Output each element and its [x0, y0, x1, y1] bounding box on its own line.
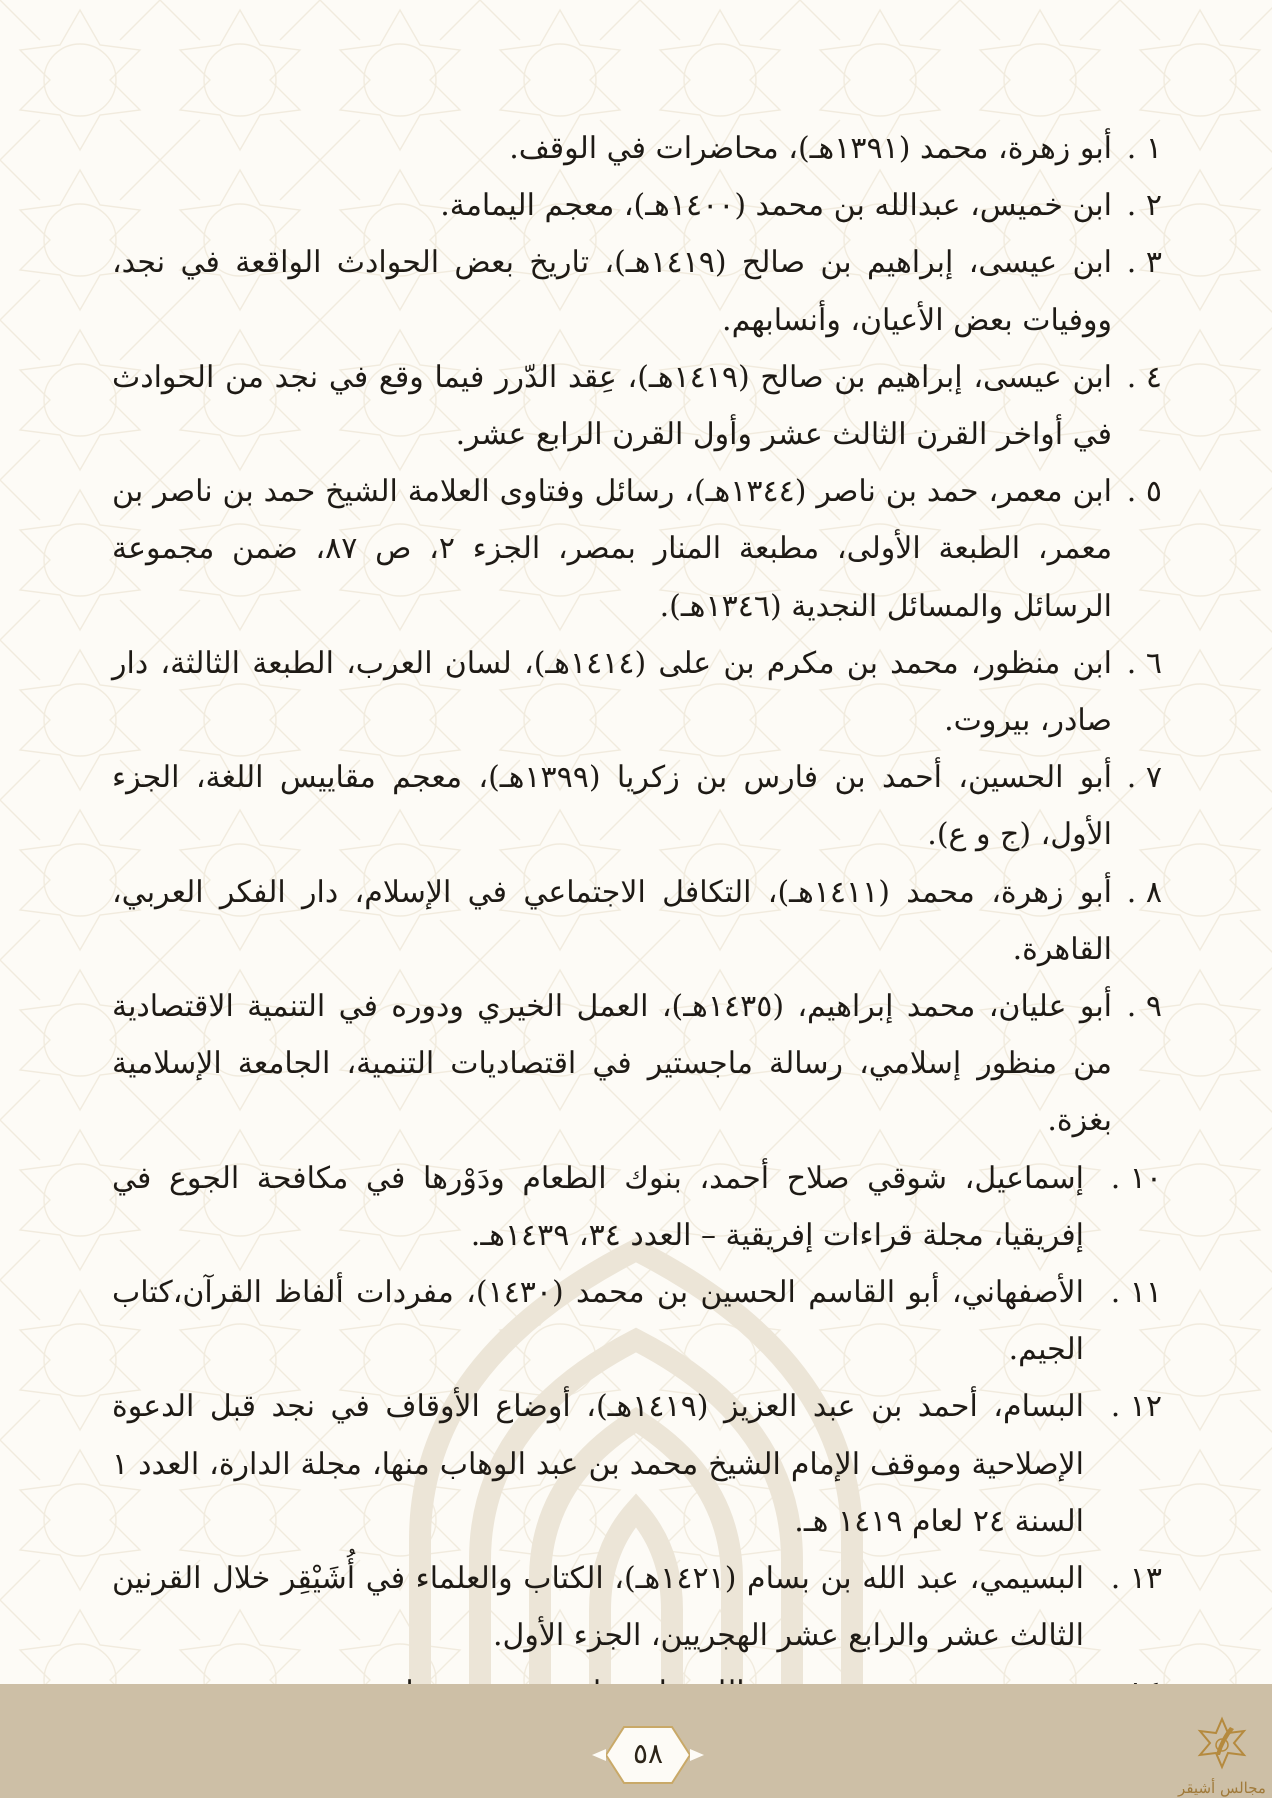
- reference-text: البسام، أحمد بن عبد العزيز (١٤١٩هـ)، أوضاع الأوقاف في نجد قبل الدعوة الإصلاحية وموقف الإمام الشيخ محمد بن عبد الوهاب منها، مجلة الدارة، العدد ١ السنة ٢٤ لعام ١٤١٩ هـ.: [112, 1389, 1084, 1539]
- reference-text: ابن معمر، حمد بن ناصر (١٣٤٤هـ)، رسائل وفتاوى العلامة الشيخ حمد بن ناصر بن معمر، الطبعة الأولى، مطبعة المنار بمصر، الجزء ٢، ص ٨٧، ضمن مجموعة الرسائل والمسائل النجدية (١٣٤٦هـ).: [112, 474, 1113, 624]
- reference-number: ٥ .: [1126, 474, 1162, 510]
- reference-text: الأصفهاني، أبو القاسم الحسين بن محمد (١٤٣٠)، مفردات ألفاظ القرآن،كتاب الجيم.: [112, 1275, 1084, 1368]
- reference-text: أبو زهرة، محمد (١٣٩١هـ)، محاضرات في الوقف.: [509, 131, 1112, 166]
- reference-item: [112, 635, 1162, 749]
- reference-item: [112, 749, 1162, 863]
- reference-text: إسماعيل، شوقي صلاح أحمد، بنوك الطعام ودَوْرها في مكافحة الجوع في إفريقيا، مجلة قراءات إفريقية – العدد ٣٤، ١٤٣٩هـ.: [112, 1160, 1084, 1253]
- reference-text: أبو زهرة، محمد (١٤١١هـ)، التكافل الاجتماعي في الإسلام، دار الفكر العربي، القاهرة.: [112, 874, 1112, 967]
- reference-item: [112, 1550, 1162, 1664]
- reference-text: أبو عليان، محمد إبراهيم، (١٤٣٥هـ)، العمل الخيري ودوره في التنمية الاقتصادية من منظور إسلامي، رسالة ماجستير في اقتصاديات التنمية، الجامعة الإسلامية بغزة.: [112, 989, 1113, 1139]
- reference-number: ٣ .: [1126, 245, 1162, 281]
- reference-number: ١٣ .: [1110, 1561, 1162, 1597]
- reference-number: ٢ .: [1126, 188, 1162, 224]
- reference-item: [112, 463, 1162, 635]
- reference-item: [112, 864, 1162, 978]
- reference-number: ١ .: [1126, 131, 1162, 166]
- reference-number: ٦ .: [1126, 645, 1162, 681]
- reference-number: ٩ .: [1126, 989, 1162, 1025]
- reference-item: [112, 177, 1162, 234]
- reference-text: ابن عيسى، إبراهيم بن صالح (١٤١٩هـ)، عِقد الدّرر فيما وقع في نجد من الحوادث في أواخر القرن الثالث عشر وأول القرن الرابع عشر.: [112, 359, 1113, 453]
- reference-item: [112, 1150, 1162, 1264]
- quill-star-logo-icon: [1190, 1715, 1254, 1775]
- reference-item: [112, 120, 1162, 177]
- references-list: [112, 120, 1162, 1779]
- reference-text: أبو الحسين، أحمد بن فارس بن زكريا (١٣٩٩هـ)، معجم مقاييس اللغة، الجزء الأول، (ج و ع).: [112, 760, 1112, 853]
- reference-item: [112, 349, 1162, 463]
- reference-number: ٨ .: [1126, 874, 1162, 910]
- reference-text: ابن خميس، عبدالله بن محمد (١٤٠٠هـ)، معجم اليمامة.: [440, 188, 1112, 224]
- logo-text: مجالس أشيقر: [1178, 1779, 1266, 1797]
- reference-text: البسيمي، عبد الله بن بسام (١٤٢١هـ)، الكتاب والعلماء في أُشَيْقِر خلال القرنين الثالث عشر والرابع عشر الهجريين، الجزء الأول.: [112, 1561, 1085, 1654]
- reference-item: [112, 234, 1162, 348]
- reference-text: ابن منظور، محمد بن مكرم بن على (١٤١٤هـ)، لسان العرب، الطبعة الثالثة، دار صادر، بيروت.: [112, 645, 1112, 739]
- reference-item: [112, 1378, 1162, 1550]
- reference-number: ١١ .: [1110, 1275, 1162, 1311]
- reference-item: [112, 1264, 1162, 1378]
- reference-number: ٧ .: [1126, 760, 1162, 796]
- reference-item: [112, 978, 1162, 1150]
- reference-text: ابن عيسى، إبراهيم بن صالح (١٤١٩هـ)، تاريخ بعض الحوادث الواقعة في نجد، ووفيات بعض الأعيان، وأنسابهم.: [112, 245, 1113, 338]
- page-number: ٥٨: [632, 1737, 664, 1770]
- reference-number: ٤ .: [1126, 359, 1162, 395]
- reference-number: ١٠ .: [1110, 1160, 1162, 1196]
- reference-number: ١٢ .: [1110, 1389, 1162, 1425]
